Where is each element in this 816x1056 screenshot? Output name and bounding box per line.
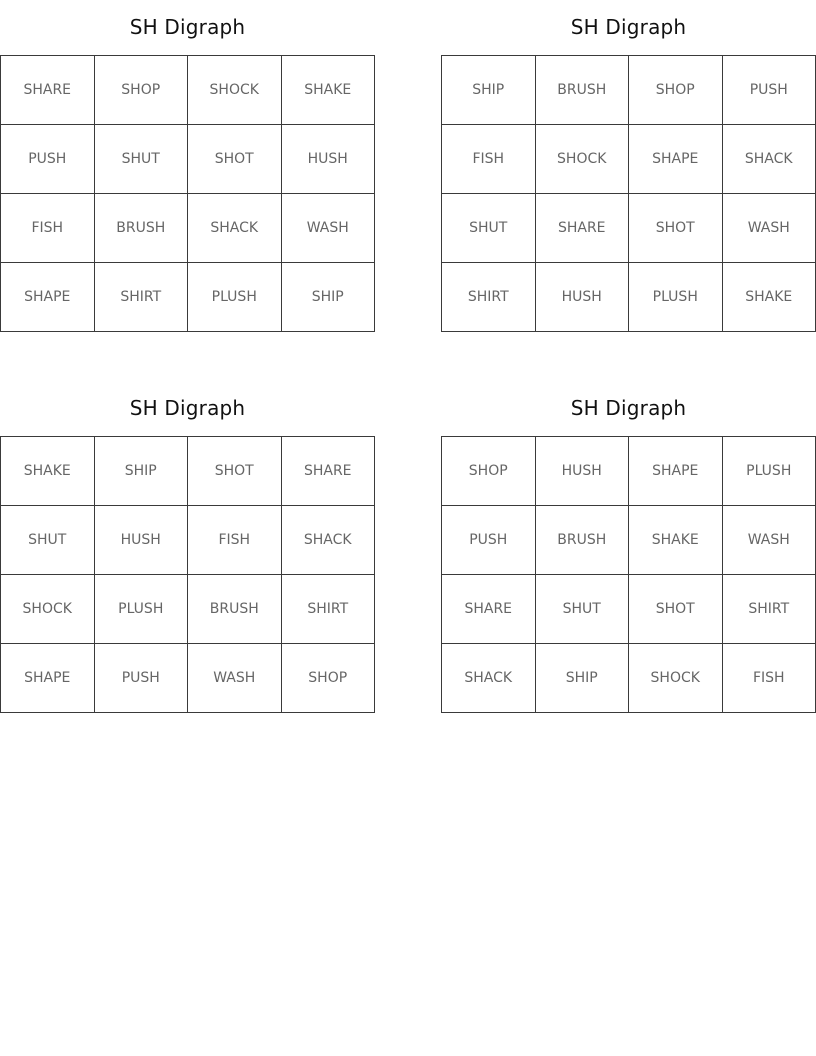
card-title: SH Digraph	[129, 15, 246, 39]
grid-row	[1, 194, 375, 263]
grid-cell: SHUT	[535, 575, 629, 644]
grid-cell: SHAKE	[1, 437, 95, 506]
grid-cell: SHAPE	[1, 263, 95, 332]
grid-cell: PLUSH	[629, 263, 723, 332]
grid-cell: PLUSH	[94, 575, 188, 644]
grid-cell: BRUSH	[535, 56, 629, 125]
grid-cell: WASH	[188, 644, 282, 713]
grid-cell: FISH	[188, 506, 282, 575]
card-title: SH Digraph	[570, 396, 687, 420]
grid-row	[1, 56, 375, 125]
card-title: SH Digraph	[570, 15, 687, 39]
grid-row	[442, 56, 816, 125]
grid-cell: FISH	[722, 644, 816, 713]
grid-cell: SHACK	[722, 125, 816, 194]
grid-cell: WASH	[722, 506, 816, 575]
grid-cell: SHOT	[629, 575, 723, 644]
grid-cell: SHAPE	[1, 644, 95, 713]
grid-cell: SHAKE	[722, 263, 816, 332]
grid-cell: SHIRT	[94, 263, 188, 332]
grid-cell: SHIP	[535, 644, 629, 713]
grid-cell: HUSH	[94, 506, 188, 575]
bingo-grid	[0, 55, 375, 332]
grid-cell: WASH	[722, 194, 816, 263]
grid-cell: SHAKE	[629, 506, 723, 575]
grid-row	[1, 575, 375, 644]
grid-cell: SHACK	[281, 506, 375, 575]
grid-cell: SHUT	[1, 506, 95, 575]
bingo-card-3	[0, 381, 375, 713]
grid-cell: SHUT	[442, 194, 536, 263]
grid-cell: SHARE	[535, 194, 629, 263]
grid-cell: BRUSH	[188, 575, 282, 644]
grid-cell: SHIRT	[442, 263, 536, 332]
grid-cell: SHOCK	[535, 125, 629, 194]
grid-row	[442, 437, 816, 506]
grid-cell: PUSH	[442, 506, 536, 575]
grid-row	[442, 644, 816, 713]
grid-cell: FISH	[1, 194, 95, 263]
grid-cell: PLUSH	[722, 437, 816, 506]
grid-cell: SHARE	[281, 437, 375, 506]
grid-row	[442, 194, 816, 263]
grid-cell: SHOP	[94, 56, 188, 125]
grid-cell: PUSH	[94, 644, 188, 713]
grid-cell: SHOP	[629, 56, 723, 125]
grid-cell: SHOT	[188, 125, 282, 194]
grid-row	[1, 437, 375, 506]
grid-cell: SHARE	[1, 56, 95, 125]
bingo-grid	[0, 436, 375, 713]
grid-cell: SHOT	[629, 194, 723, 263]
grid-cell: SHAPE	[629, 125, 723, 194]
grid-cell: WASH	[281, 194, 375, 263]
grid-cell: SHACK	[442, 644, 536, 713]
grid-cell: SHOP	[281, 644, 375, 713]
grid-row	[442, 263, 816, 332]
grid-row	[1, 125, 375, 194]
grid-cell: SHUT	[94, 125, 188, 194]
grid-cell: BRUSH	[94, 194, 188, 263]
grid-cell: SHACK	[188, 194, 282, 263]
grid-row	[442, 575, 816, 644]
grid-cell: PLUSH	[188, 263, 282, 332]
grid-cell: HUSH	[281, 125, 375, 194]
bingo-grid	[441, 55, 816, 332]
grid-cell: HUSH	[535, 263, 629, 332]
card-title: SH Digraph	[129, 396, 246, 420]
grid-cell: PUSH	[1, 125, 95, 194]
grid-cell: SHOCK	[629, 644, 723, 713]
grid-cell: SHOCK	[188, 56, 282, 125]
grid-cell: FISH	[442, 125, 536, 194]
grid-row	[442, 125, 816, 194]
grid-cell: SHAKE	[281, 56, 375, 125]
grid-cell: SHIP	[281, 263, 375, 332]
grid-cell: SHARE	[442, 575, 536, 644]
grid-cell: SHIP	[442, 56, 536, 125]
bingo-card-2	[441, 0, 816, 332]
grid-cell: PUSH	[722, 56, 816, 125]
bingo-grid	[441, 436, 816, 713]
grid-cell: SHOCK	[1, 575, 95, 644]
grid-cell: SHIP	[94, 437, 188, 506]
grid-cell: SHAPE	[629, 437, 723, 506]
grid-row	[442, 506, 816, 575]
grid-cell: HUSH	[535, 437, 629, 506]
bingo-card-1	[0, 0, 375, 332]
grid-row	[1, 263, 375, 332]
bingo-card-4	[441, 381, 816, 713]
grid-cell: SHIRT	[281, 575, 375, 644]
grid-cell: BRUSH	[535, 506, 629, 575]
grid-row	[1, 644, 375, 713]
grid-row	[1, 506, 375, 575]
grid-cell: SHOT	[188, 437, 282, 506]
grid-cell: SHIRT	[722, 575, 816, 644]
grid-cell: SHOP	[442, 437, 536, 506]
